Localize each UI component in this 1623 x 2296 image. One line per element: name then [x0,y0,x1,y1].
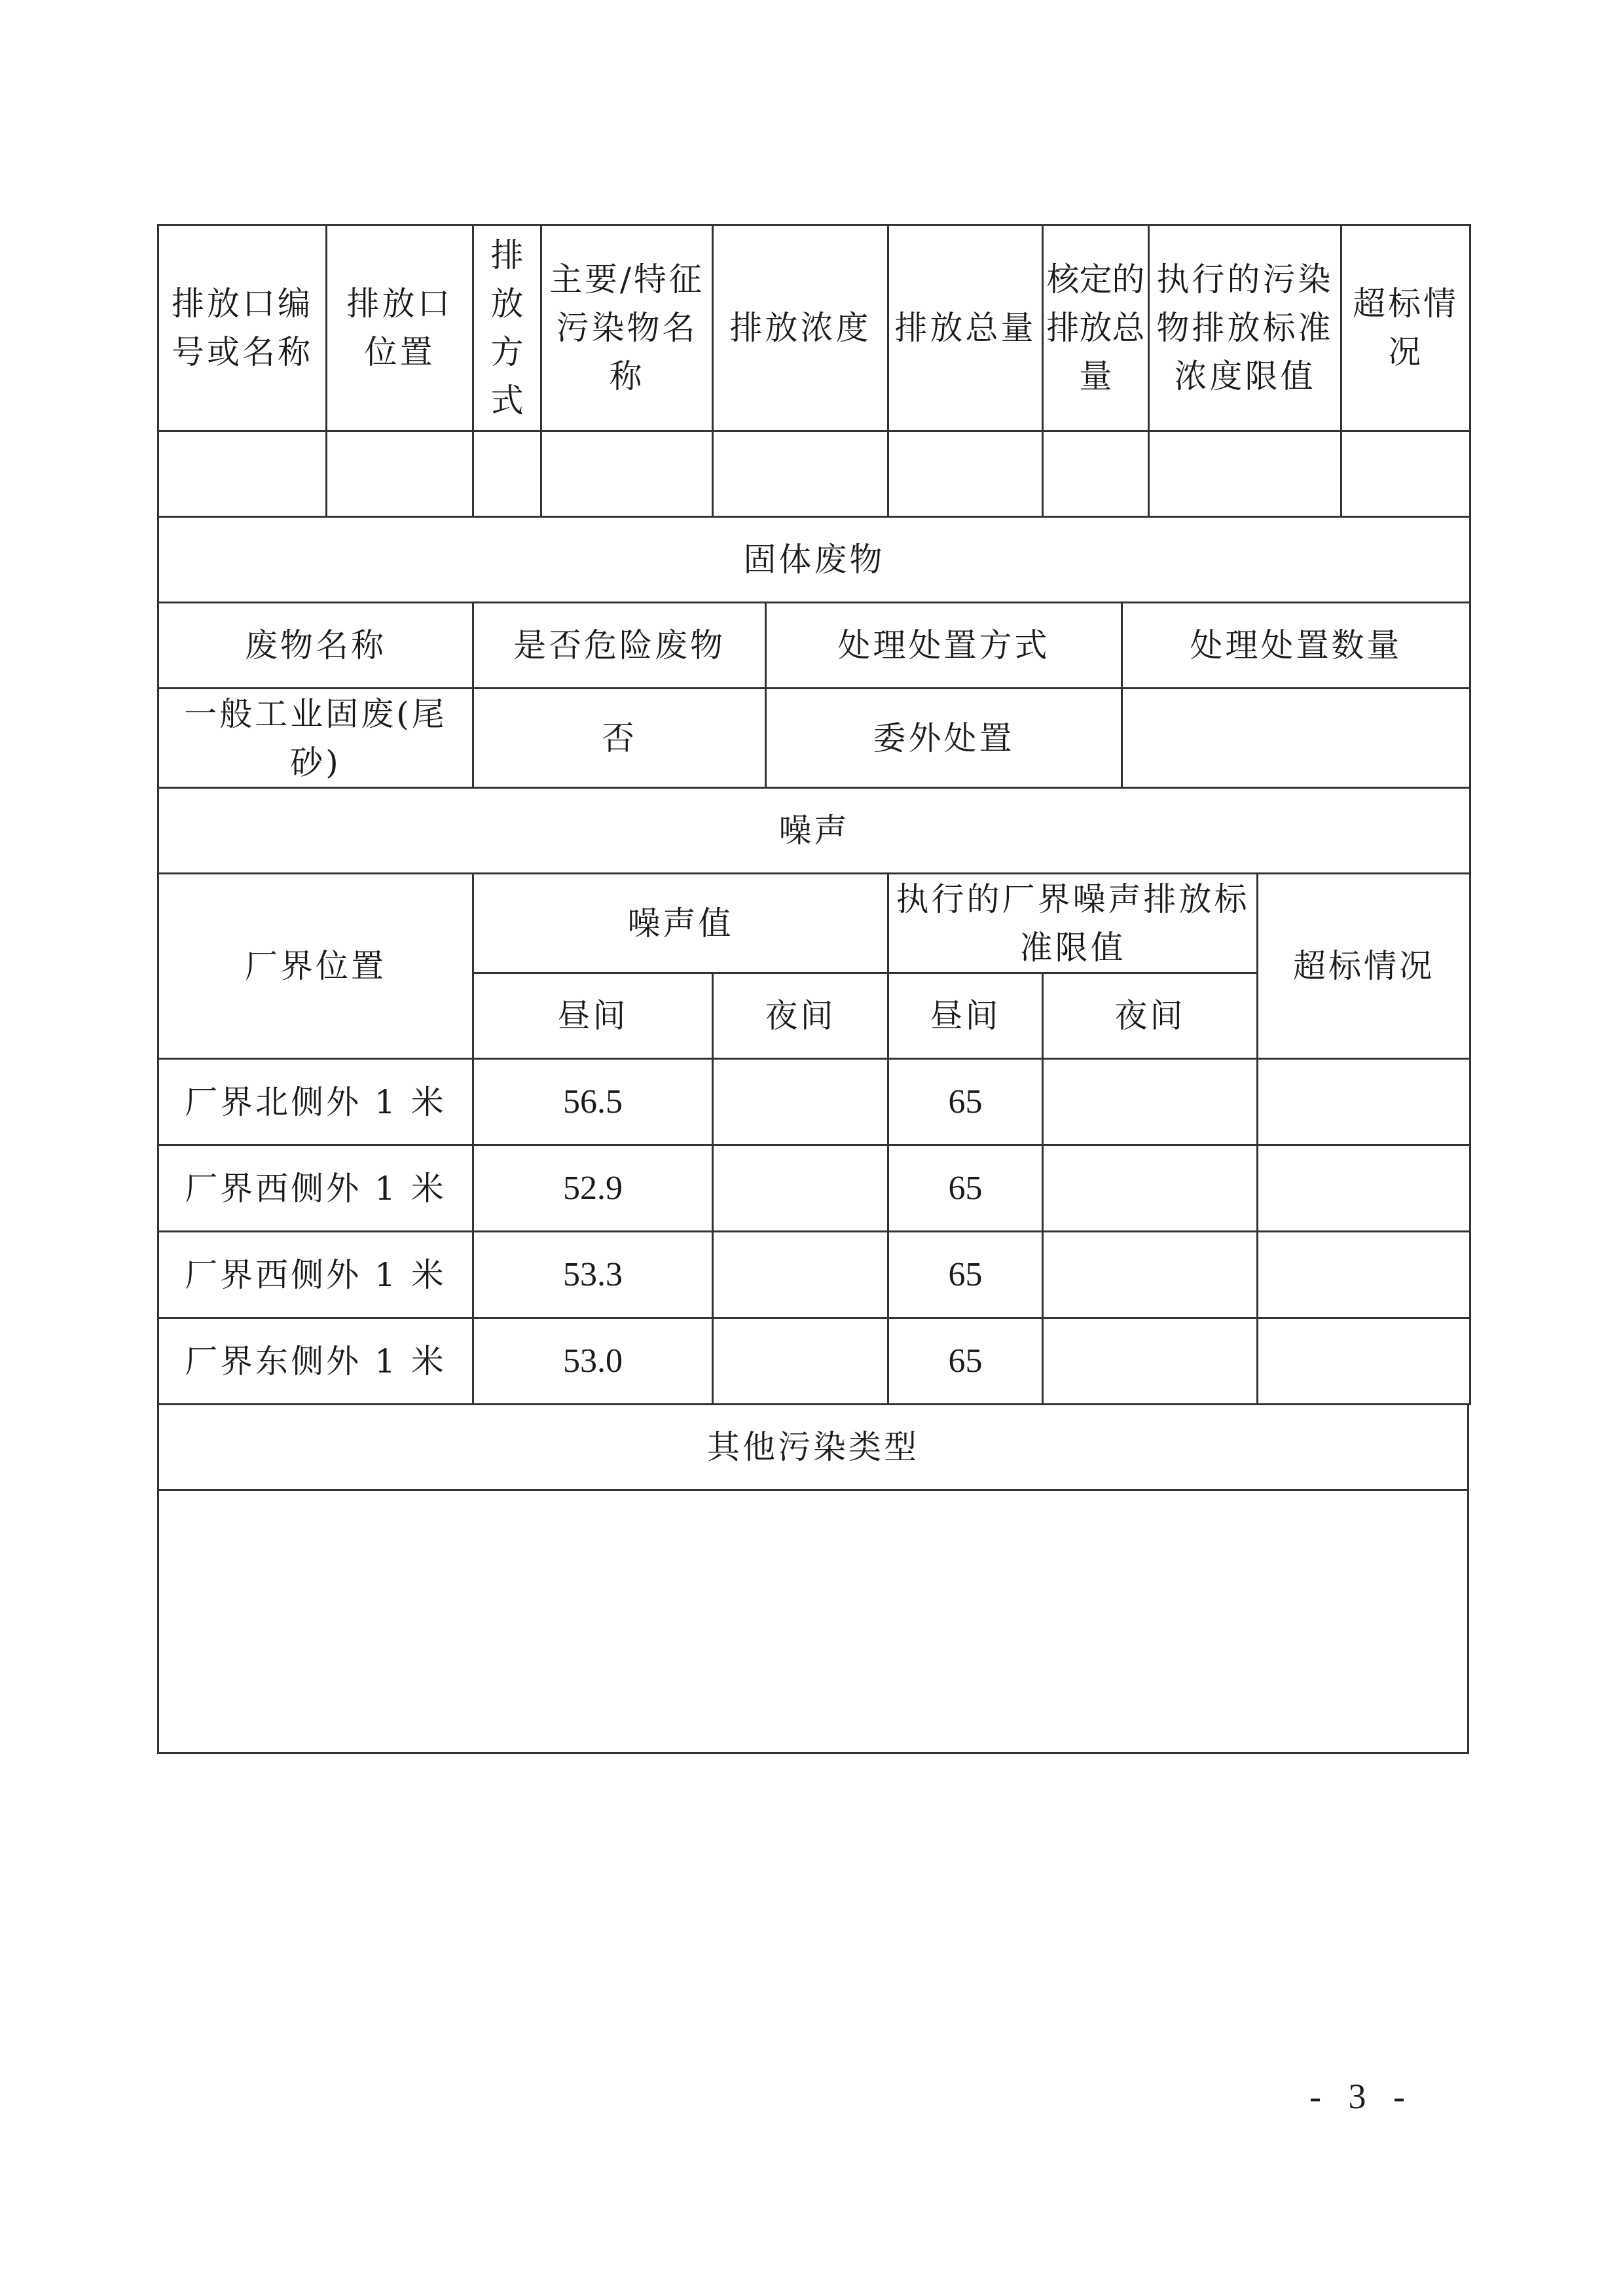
header-outlet-id: 排放口编号或名称 [158,225,327,431]
header-is-hazardous: 是否危险废物 [473,603,766,689]
header-pollutant-name: 主要/特征污染物名称 [541,225,713,431]
table-cell [888,431,1043,517]
value-night-cell [713,1232,888,1318]
pollution-table [157,224,1471,518]
standard-night-cell [1043,1145,1258,1232]
waste-name-cell: 一般工业固废(尾砂) [158,689,473,788]
table-row [158,1145,1470,1232]
other-content-cell [158,1490,1468,1753]
table-row [158,1318,1470,1405]
header-outlet-location: 排放口位置 [327,225,473,431]
hazardous-cell: 否 [473,689,766,788]
header-noise-standard: 执行的厂界噪声排放标准限值 [888,874,1258,973]
value-night-cell [713,1145,888,1232]
table-row [158,1232,1470,1318]
header-noise-value: 噪声值 [473,874,888,973]
standard-day-cell: 65 [888,1059,1043,1145]
header-noise-exceed: 超标情况 [1258,874,1470,1059]
table-cell [1149,431,1341,517]
table-cell [713,431,888,517]
value-night-cell [713,1059,888,1145]
solid-waste-header-row [158,603,1470,689]
table-cell [1341,431,1470,517]
header-disposal-quantity: 处理处置数量 [1122,603,1470,689]
table-cell [327,431,473,517]
table-cell [541,431,713,517]
section-row [158,1405,1468,1490]
header-total-amount: 排放总量 [888,225,1043,431]
subheader-standard-day: 昼间 [888,973,1043,1059]
header-waste-name: 废物名称 [158,603,473,689]
standard-night-cell [1043,1318,1258,1405]
header-concentration: 排放浓度 [713,225,888,431]
table-row [158,1059,1470,1145]
location-cell: 厂界西侧外 1 米 [158,1232,473,1318]
standard-night-cell [1043,1059,1258,1145]
section-row [158,788,1470,874]
other-content-row [158,1490,1468,1753]
emission-header-row [158,225,1470,431]
exceed-cell [1258,1059,1470,1145]
exceed-cell [1258,1145,1470,1232]
exceed-cell [1258,1318,1470,1405]
value-day-cell: 52.9 [473,1145,713,1232]
value-day-cell: 53.3 [473,1232,713,1318]
header-boundary-location: 厂界位置 [158,874,473,1059]
document-page [157,224,1469,1754]
header-approved-total: 核定的排放总量 [1043,225,1149,431]
location-cell: 厂界北侧外 1 米 [158,1059,473,1145]
header-standard-limit: 执行的污染物排放标准浓度限值 [1149,225,1341,431]
subheader-value-day: 昼间 [473,973,713,1059]
standard-night-cell [1043,1232,1258,1318]
solid-waste-table [157,516,1471,789]
noise-header-row [158,874,1470,973]
standard-day-cell: 65 [888,1318,1043,1405]
subheader-value-night: 夜间 [713,973,888,1059]
header-discharge-method: 排放方式 [473,225,541,431]
noise-section-title: 噪声 [158,788,1470,874]
emission-data-row [158,431,1470,517]
page-number: - 3 - [1309,2077,1414,2116]
value-day-cell: 56.5 [473,1059,713,1145]
value-night-cell [713,1318,888,1405]
table-cell [1043,431,1149,517]
location-cell: 厂界西侧外 1 米 [158,1145,473,1232]
location-cell: 厂界东侧外 1 米 [158,1318,473,1405]
header-exceed-status: 超标情况 [1341,225,1470,431]
solid-waste-section-title: 固体废物 [158,517,1470,603]
disposal-quantity-cell [1122,689,1470,788]
table-cell [158,431,327,517]
table-cell [473,431,541,517]
other-section-title: 其他污染类型 [158,1405,1468,1490]
standard-day-cell: 65 [888,1232,1043,1318]
noise-table [157,787,1471,1405]
disposal-method-cell: 委外处置 [766,689,1122,788]
other-pollution-table [157,1403,1469,1754]
exceed-cell [1258,1232,1470,1318]
standard-day-cell: 65 [888,1145,1043,1232]
table-row [158,689,1470,788]
subheader-standard-night: 夜间 [1043,973,1258,1059]
section-row [158,517,1470,603]
value-day-cell: 53.0 [473,1318,713,1405]
header-disposal-method: 处理处置方式 [766,603,1122,689]
